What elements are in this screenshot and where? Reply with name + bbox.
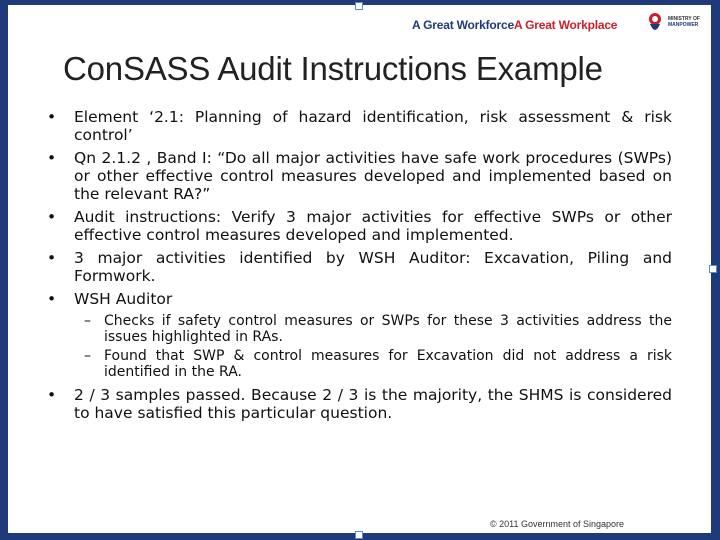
sub-list-item bbox=[44, 313, 672, 345]
ministry-logo bbox=[646, 10, 706, 40]
resize-handle-bottom[interactable] bbox=[355, 531, 363, 539]
list-item bbox=[44, 149, 672, 203]
sub-list-item bbox=[44, 348, 672, 380]
bullet-marker: • bbox=[47, 290, 57, 308]
sub-bullet-marker: – bbox=[84, 348, 91, 364]
list-item bbox=[44, 386, 672, 422]
bullet-text: 2 / 3 samples passed. Because 2 / 3 is the majority, the SHMS is considered to have satisfied this particular question. bbox=[74, 386, 672, 422]
list-item bbox=[44, 208, 672, 244]
logo-line2: MANPOWER bbox=[668, 22, 699, 28]
bullet-marker: • bbox=[47, 249, 57, 267]
list-item bbox=[44, 108, 672, 144]
logo-line1: MINISTRY OF bbox=[668, 16, 700, 22]
sub-bullet-marker: – bbox=[84, 313, 91, 329]
ministry-seal-icon bbox=[646, 10, 664, 38]
bullet-marker: • bbox=[47, 386, 57, 404]
bullet-marker: • bbox=[47, 208, 57, 226]
copyright-footer: © 2011 Government of Singapore bbox=[490, 519, 625, 529]
tagline-part2: A Great Workplace bbox=[513, 18, 618, 32]
bullet-text: Qn 2.1.2 , Band I: “Do all major activities have safe work procedures (SWPs) or other effective control measures developed and implemented based on the relevant RA?” bbox=[74, 149, 672, 203]
sub-bullet-text: Found that SWP & control measures for Excavation did not address a risk identified in the RA. bbox=[104, 348, 672, 380]
sub-bullet-text: Checks if safety control measures or SWPs for these 3 activities address the issues highlighted in RAs. bbox=[104, 313, 672, 345]
bullet-marker: • bbox=[47, 149, 57, 167]
bullet-text: WSH Auditor bbox=[74, 290, 173, 308]
bullet-text: Audit instructions: Verify 3 major activities for effective SWPs or other effective control measures developed and implemented. bbox=[74, 208, 672, 244]
page-title: ConSASS Audit Instructions Example bbox=[63, 50, 603, 87]
tagline bbox=[412, 14, 617, 33]
bullet-marker: • bbox=[47, 108, 57, 126]
bullet-list bbox=[44, 108, 672, 427]
list-item bbox=[44, 249, 672, 285]
resize-handle-top[interactable] bbox=[355, 2, 363, 10]
list-item bbox=[44, 290, 672, 308]
resize-handle-right[interactable] bbox=[709, 265, 717, 273]
bullet-text: Element ‘2.1: Planning of hazard identification, risk assessment & risk control’ bbox=[74, 108, 672, 144]
bullet-text: 3 major activities identified by WSH Auditor: Excavation, Piling and Formwork. bbox=[74, 249, 672, 285]
tagline-part1: A Great Workforce bbox=[412, 18, 514, 32]
